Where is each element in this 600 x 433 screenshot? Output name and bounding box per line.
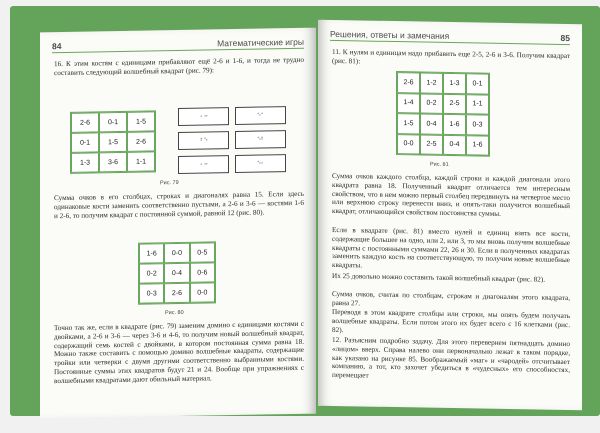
right-para-12: 12. Разъясним подробно задачу. Для этого перевернем пятнадцать домино «лицом» вверх. Справа налево они первоначально лежат в таком порядке, как указано на рисунке 85. Воображаемый «маг» и «чародей» отсчитывает компанию, а тот, кто захочет убедиться в «чудесных» его способностях, перемещает (332, 335, 570, 380)
fig81-cell: 0-4 (443, 134, 466, 155)
fig81-cell: 1-1 (466, 94, 489, 115)
domino-pips: ⠑ ⠁ (256, 112, 265, 120)
figure-79-magic-square (70, 110, 156, 174)
fig80-cell: 0-0 (190, 282, 215, 302)
fig79-cell: 3-6 (99, 152, 127, 172)
fig80-cell: 1-6 (139, 243, 164, 263)
fig80-cell: 0-0 (164, 243, 189, 263)
left-running-title: Математические игры (217, 36, 304, 49)
right-para-25: Их 25 довольно можно составить такой волшебный квадрат (рис. 82). (332, 271, 546, 284)
fig80-cell: 0-5 (190, 242, 215, 262)
right-para-sum2: Сумма очков, считая по столбцам, строкам и диагоналям этого квадрата, равна 27. (332, 289, 570, 308)
right-page (318, 20, 582, 411)
figure-79-dominoes (178, 106, 286, 174)
right-para-sum: Сумма очков каждого столбца, каждой строки и каждой диагонали этого квадрата равна 18. Полученный квадрат отличается тем интересным свойством, что в нем можно первый столбец передвинуть на четвертое место или верхнюю строку перенести вниз, и опять-таки получится волшебный квадрат, отличающийся свойством постоянства суммы. (332, 171, 570, 219)
domino-tile (178, 107, 229, 126)
right-para-11: 11. К нулям и единицам надо прибавить еще 2-5, 2-6 и 3-6. Получим квадрат (рис. 81): (332, 47, 570, 66)
domino-pips: ⠂ ⠒ (199, 161, 208, 169)
fig81-cell: 1-2 (420, 72, 443, 93)
domino-pips: ⠂ ⠒ (199, 113, 208, 121)
fig79-cell: 1-5 (99, 132, 127, 152)
fig81-cell: 1-6 (466, 135, 489, 156)
book (10, 6, 600, 416)
domino-pips: ⠑ ⠃ (256, 136, 265, 144)
domino-pips: ⠑ ⠂ (256, 160, 265, 168)
fig79-cell: 0-1 (71, 132, 99, 152)
left-para-16: 16. К этим костям с единицами прибавляют ещё 2-6 и 1-6, и тогда не трудно составить следующий волшебный квадрат (рис. 79): (54, 55, 304, 77)
right-page-number: 85 (560, 32, 570, 44)
fig81-cell: 1-5 (397, 113, 420, 134)
fig80-cell: 0-6 (190, 262, 215, 282)
domino-pips: ⠃ ⠑ (199, 137, 208, 145)
domino-tile (235, 154, 286, 173)
domino-tile (178, 131, 229, 150)
fig79-cell: 2-6 (127, 131, 155, 151)
fig80-cell: 0-2 (139, 263, 164, 283)
fig81-cell: 2-5 (420, 134, 443, 155)
fig81-cell: 2-5 (443, 93, 466, 114)
figure-81-caption: Рис. 81 (430, 161, 449, 168)
fig81-cell: 1-3 (443, 73, 466, 94)
fig79-cell: 0-1 (99, 112, 127, 132)
fig81-cell: 0-2 (420, 93, 443, 114)
right-para-permute: Переводя в этом квадрате столбцы или строки, мы опять будем получать волшебные квадраты. Если потом этого их будет всего с 16 клетками (рис. 82). (332, 307, 570, 334)
figure-80-magic-square (138, 241, 216, 304)
domino-tile (235, 106, 286, 125)
figure-80-caption: Рис. 80 (165, 309, 184, 317)
left-para-sum: Сумма очков в его столбцах, строках и диагоналях равна 15. Если здесь одинаковые кости заменить соответственно пустыми, а 2-6 и 3-6 — костями 1-6 и 2-6, то получим квадрат с постоянной суммой, равной 12 (рис. 80). (54, 189, 304, 220)
fig79-cell: 1-5 (127, 111, 155, 131)
domino-tile (235, 130, 286, 149)
left-page (40, 28, 316, 419)
fig79-cell: 2-6 (71, 112, 99, 132)
right-running-title: Решения, ответы и замечания (330, 28, 450, 41)
left-page-number: 84 (52, 41, 62, 52)
fig81-cell: 1-4 (397, 93, 420, 114)
fig81-cell: 2-6 (397, 72, 420, 93)
fig80-cell: 0-3 (139, 283, 164, 303)
fig81-cell: 0-3 (466, 114, 489, 135)
fig79-cell: 1-1 (127, 151, 155, 171)
fig81-cell: 1-6 (443, 114, 466, 135)
fig80-cell: 2-6 (164, 283, 189, 303)
figure-79-caption: Рис. 79 (160, 179, 179, 187)
left-running-head (52, 34, 304, 53)
fig81-cell: 0-0 (397, 134, 420, 155)
right-running-head (330, 26, 570, 45)
fig81-cell: 0-4 (420, 113, 443, 134)
fig81-cell: 0-1 (466, 73, 489, 94)
fig79-cell: 1-3 (71, 152, 99, 172)
domino-tile (178, 155, 229, 174)
figure-81-magic-square (396, 71, 490, 157)
right-para-if: Если в квадрате (рис. 81) вместо нулей и единиц взять все кости, содержащие большее на одно, или 2, или 3, то мы вновь получим волшебные квадраты с постоянными суммами 22, 26 и 30. Если в полученных квадратах заменить каждую кость на соответствующую, то получим новые волшебные квадраты. (332, 225, 570, 270)
left-para-bottom: Точно так же, если в квадрате (рис. 79) заменим домино с единицами костями с двойками, а 2-6 и 3-6 — через 3-6 и 4-6, то получим новый волшебный квадрат, содержащий семь костей с двойками, в котором постоянная сумма равна 18. Можно также составить с помощью домино волшебные квадраты, содержащие тройки или четверки с двумя другими соответственно выбранными костями. Постоянные суммы этих квадратов будут 21 и 24. Вообще при упражнениях с волшебными квадратами дают обильный материал. (54, 319, 304, 385)
fig80-cell: 0-4 (164, 263, 189, 283)
